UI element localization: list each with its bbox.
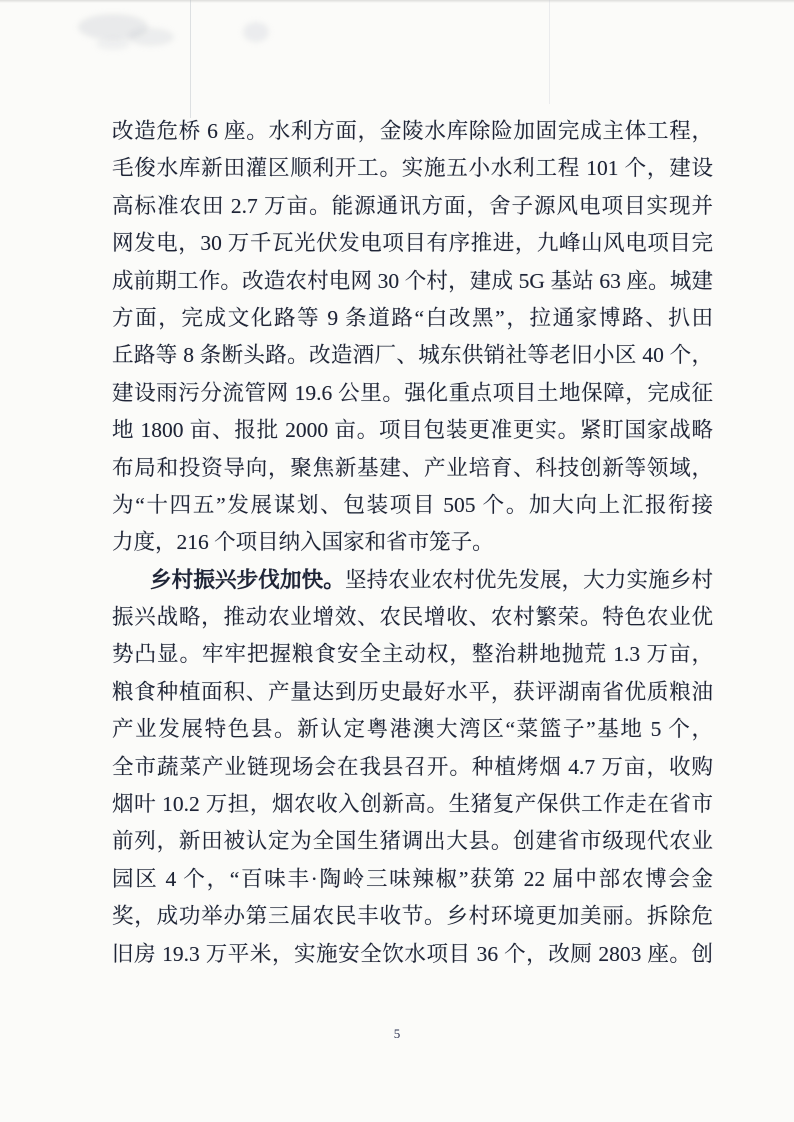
text-line: 振兴战略，推动农业增效、农民增收、农村繁荣。特色农业优 <box>112 605 713 630</box>
scan-smudge <box>128 28 174 46</box>
text-line: 全市蔬菜产业链现场会在我县召开。种植烤烟 4.7 万亩，收购 <box>112 754 713 779</box>
text-line: 网发电，30 万千瓦光伏发电项目有序推进，九峰山风电项目完 <box>112 231 713 256</box>
text-line: 前列，新田被认定为全国生猪调出大县。创建省市级现代农业 <box>112 829 713 854</box>
scan-smudge <box>96 38 130 50</box>
text-line: 改造危桥 6 座。水利方面，金陵水库除险加固完成主体工程， <box>112 119 713 143</box>
text-line: 成前期工作。改造农村电网 30 个村，建成 5G 基站 63 座。城建 <box>112 268 713 293</box>
scan-smudge <box>243 22 269 42</box>
text-line: 为“十四五”发展谋划、包装项目 505 个。加大向上汇报衔接 <box>112 492 713 517</box>
scan-crease-line <box>190 0 191 118</box>
text-line: 粮食种植面积、产量达到历史最好水平，获评湖南省优质粮油 <box>112 679 713 704</box>
text-line: 奖，成功举办第三届农民丰收节。乡村环境更加美丽。拆除危 <box>112 904 713 929</box>
text-line: 建设雨污分流管网 19.6 公里。强化重点项目土地保障，完成征 <box>112 380 713 405</box>
scan-crease-line <box>549 0 550 104</box>
page-number: 5 <box>393 1026 401 1041</box>
text-line-paragraph-end: 力度，216 个项目纳入国家和省市笼子。 <box>112 530 494 555</box>
body-text <box>112 113 713 973</box>
text-line: 布局和投资导向，聚焦新基建、产业培育、科技创新等领域， <box>112 455 713 480</box>
text-line: 方面，完成文化路等 9 条道路“白改黑”，拉通家博路、扒田 <box>112 305 713 330</box>
text-line-paragraph-start: 乡村振兴步伐加快。坚持农业农村优先发展，大力实施乡村 <box>150 567 713 592</box>
text-line: 毛俊水库新田灌区顺利开工。实施五小水利工程 101 个，建设 <box>112 156 713 181</box>
scanner-edge-artifact <box>0 0 794 3</box>
text-line: 丘路等 8 条断头路。改造酒厂、城东供销社等老旧小区 40 个， <box>112 343 713 368</box>
text-line: 势凸显。牢牢把握粮食安全主动权，整治耕地抛荒 1.3 万亩， <box>112 642 713 667</box>
text-line: 高标准农田 2.7 万亩。能源通讯方面，舍子源风电项目实现并 <box>112 193 713 218</box>
text-line: 地 1800 亩、报批 2000 亩。项目包装更准更实。紧盯国家战略 <box>112 418 713 443</box>
text-line: 烟叶 10.2 万担，烟农收入创新高。生猪复产保供工作走在省市 <box>112 792 713 817</box>
text-line: 产业发展特色县。新认定粤港澳大湾区“菜篮子”基地 5 个， <box>112 717 713 742</box>
text-line: 园区 4 个，“百味丰·陶岭三味辣椒”获第 22 届中部农博会金 <box>112 866 713 891</box>
text-line: 旧房 19.3 万平米，实施安全饮水项目 36 个，改厕 2803 座。创 <box>112 941 713 966</box>
